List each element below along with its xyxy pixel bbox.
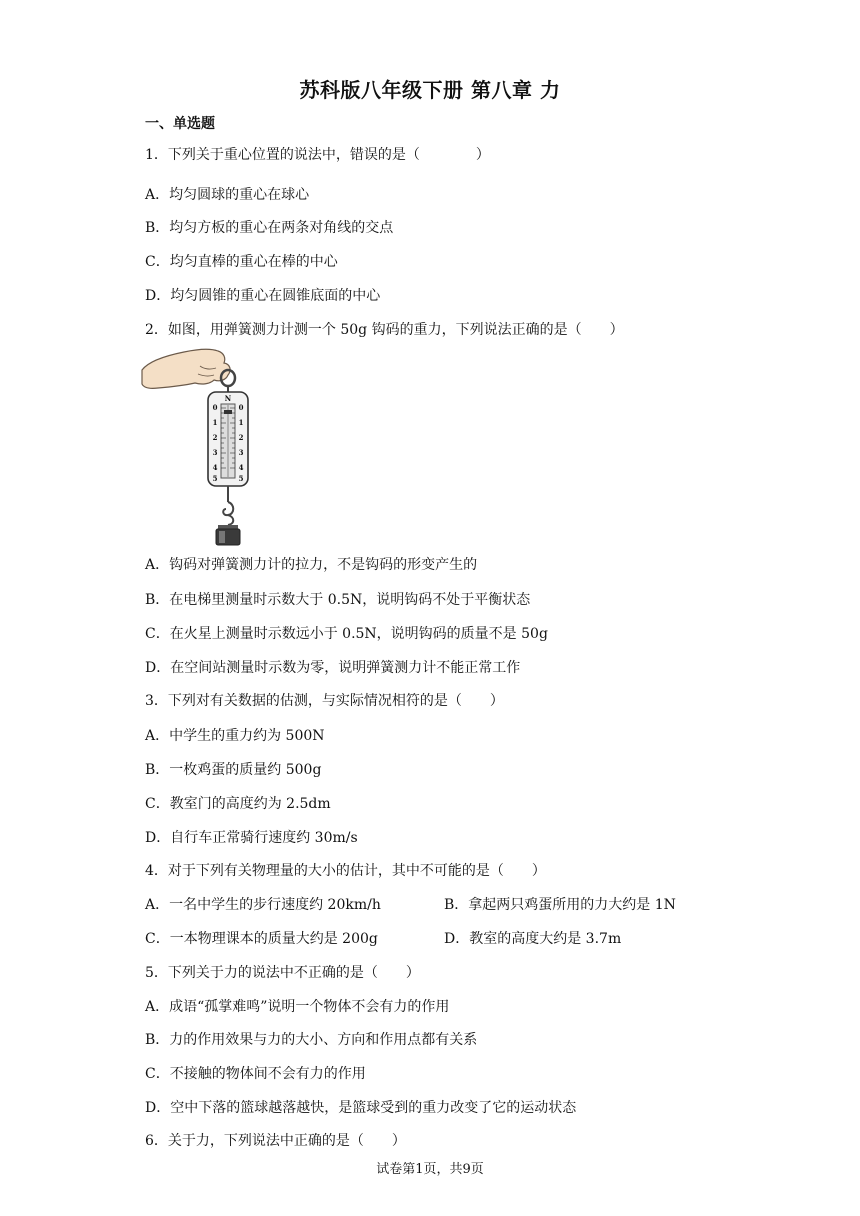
question-1-option-b: B．均匀方板的重心在两条对角线的交点 <box>145 220 394 236</box>
scale-number-left-0: 0 <box>212 403 218 412</box>
scale-unit-label: N <box>224 394 232 403</box>
scale-number-left-3: 3 <box>212 448 218 457</box>
scale-number-left-1: 1 <box>212 418 218 427</box>
hand-shape <box>142 349 230 388</box>
scale-hook <box>223 502 233 515</box>
question-3-option-d: D．自行车正常骑行速度约 30m/s <box>145 830 358 846</box>
scale-number-right-4: 4 <box>238 463 244 472</box>
question-6-stem: 6．关于力，下列说法中正确的是（ ） <box>145 1133 406 1149</box>
question-5-option-c: C．不接触的物体间不会有力的作用 <box>145 1066 366 1082</box>
question-5-option-a: A．成语“孤掌难鸣”说明一个物体不会有力的作用 <box>145 999 450 1015</box>
question-5-stem: 5．下列关于力的说法中不正确的是（ ） <box>145 965 420 981</box>
scale-number-right-3: 3 <box>238 448 244 457</box>
scale-number-left-5: 5 <box>212 474 218 483</box>
weight-hook <box>228 515 233 525</box>
question-3-option-c: C．教室门的高度约为 2.5dm <box>145 796 331 812</box>
spring-scale-figure <box>140 344 260 549</box>
weight-top <box>218 525 238 529</box>
question-1-stem: 1．下列关于重心位置的说法中，错误的是（ ） <box>145 147 490 163</box>
question-2-option-c: C．在火星上测量时示数远小于 0.5N，说明钩码的质量不是 50g <box>145 626 548 642</box>
scale-number-left-4: 4 <box>212 463 218 472</box>
section-heading: 一、单选题 <box>145 116 215 132</box>
scale-number-right-2: 2 <box>238 433 244 442</box>
question-4-option-d: D．教室的高度大约是 3.7m <box>444 931 622 947</box>
question-4-option-b: B．拿起两只鸡蛋所用的力大约是 1N <box>444 897 676 913</box>
question-5-option-d: D．空中下落的篮球越落越快，是篮球受到的重力改变了它的运动状态 <box>145 1100 577 1116</box>
question-4-stem: 4．对于下列有关物理量的大小的估计，其中不可能的是（ ） <box>145 863 546 879</box>
scale-number-right-0: 0 <box>238 403 244 412</box>
question-4-option-c: C．一本物理课本的质量大约是 200g <box>145 931 378 947</box>
scale-number-left-2: 2 <box>212 433 218 442</box>
question-1-option-d: D．均匀圆锥的重心在圆锥底面的中心 <box>145 288 381 304</box>
page-title: 苏科版八年级下册 第八章 力 <box>299 78 561 102</box>
question-5-option-b: B．力的作用效果与力的大小、方向和作用点都有关系 <box>145 1032 478 1048</box>
weight-highlight <box>219 531 225 543</box>
scale-number-right-1: 1 <box>238 418 244 427</box>
question-2-stem: 2．如图，用弹簧测力计测一个 50g 钩码的重力，下列说法正确的是（ ） <box>145 322 624 338</box>
question-4-option-a: A．一名中学生的步行速度约 20km/h <box>145 897 381 913</box>
scale-number-right-5: 5 <box>238 474 244 483</box>
question-1-option-c: C．均匀直棒的重心在棒的中心 <box>145 254 338 270</box>
question-2-option-d: D．在空间站测量时示数为零，说明弹簧测力计不能正常工作 <box>145 660 521 676</box>
question-2-option-b: B．在电梯里测量时示数大于 0.5N，说明钩码不处于平衡状态 <box>145 592 531 608</box>
question-3-option-b: B．一枚鸡蛋的质量约 500g <box>145 762 322 778</box>
question-3-stem: 3．下列对有关数据的估测，与实际情况相符的是（ ） <box>145 693 504 709</box>
question-2-option-a: A．钩码对弹簧测力计的拉力，不是钩码的形变产生的 <box>145 557 478 573</box>
question-3-option-a: A．中学生的重力约为 500N <box>145 728 325 744</box>
question-1-option-a: A．均匀圆球的重心在球心 <box>145 187 310 203</box>
page-footer: 试卷第1页，共9页 <box>376 1162 484 1177</box>
spring-scale-illustration <box>140 344 260 549</box>
scale-pointer <box>224 410 232 414</box>
